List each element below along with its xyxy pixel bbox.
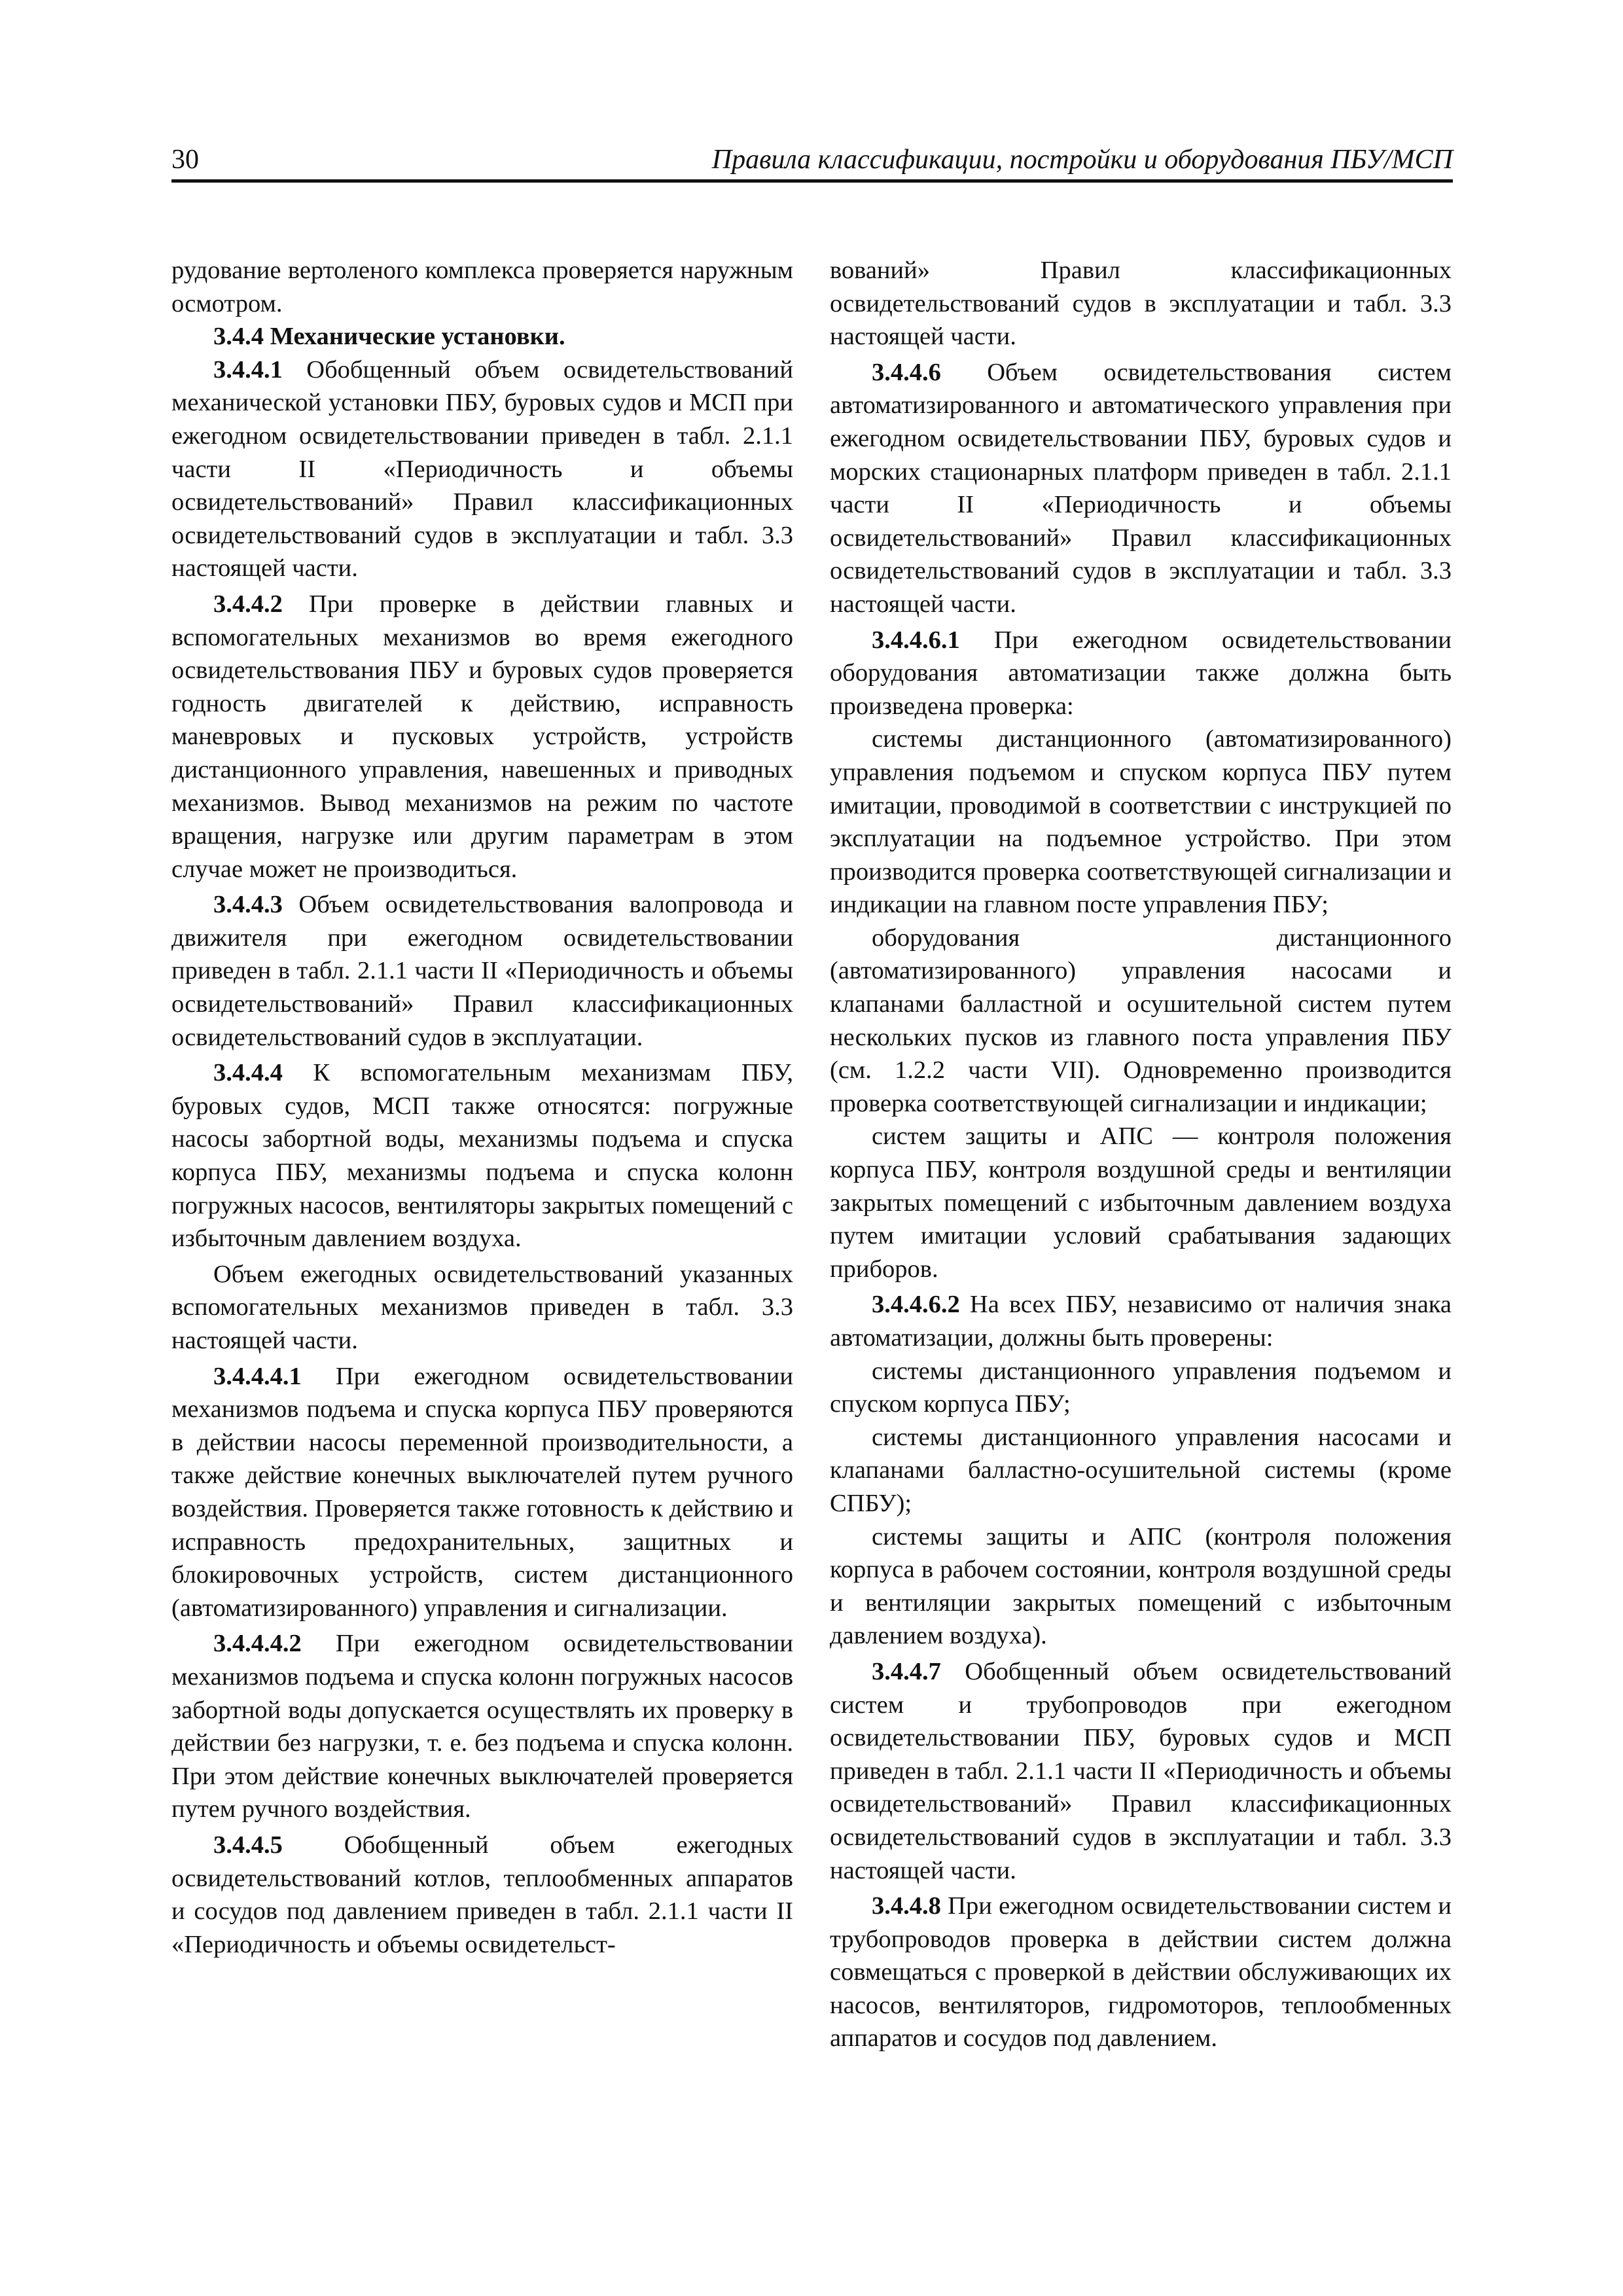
list-item: систем защиты и АПС — контроля положения корпуса ПБУ, контроля воздушной среды и вентиляции закрытых помещений с избыточным давлением воздуха путем имитации условий срабатывания задающих приборов. xyxy=(830,1122,1452,1283)
clause-number: 3.4.4.5 xyxy=(213,1831,283,1859)
clause-number: 3.4.4.6 xyxy=(872,358,941,386)
paragraph-3-4-4-7: 3.4.4.7 Обобщенный объем освидетельствований систем и трубопроводов при ежегодном освидетельствовании ПБУ, буровых судов и МСП приведен в табл. 2.1.1 части II «Периодичность и объемы освидетельствований» Правил классификационных освидетельствований судов в эксплуатации и табл. 3.3 настоящей части. xyxy=(830,1657,1452,1884)
page-header xyxy=(171,143,1453,183)
paragraph-3-4-4-6: 3.4.4.6 Объем освидетельствования систем автоматизированного и автоматического управления при ежегодном освидетельствовании ПБУ, буровых судов и морских стационарных платформ приведен в табл. 2.1.1 части II «Периодичность и объемы освидетельствований» Правил классификационных освидетельствований судов в эксплуатации и табл. 3.3 настоящей части. xyxy=(830,358,1452,618)
clause-number: 3.4.4.4.1 xyxy=(213,1362,302,1390)
paragraph-3-4-4-1: 3.4.4.1 Обобщенный объем освидетельствований механической установки ПБУ, буровых судов и МСП при ежегодном освидетельствовании приведен в табл. 2.1.1 части II «Периодичность и объемы освидетельствований» Правил классификационных освидетельствований судов в эксплуатации и табл. 3.3 настоящей части. xyxy=(171,355,794,583)
clause-number: 3.4.4.6.2 xyxy=(872,1291,960,1319)
paragraph-3-4-4-5: 3.4.4.5 Обобщенный объем ежегодных освидетельствований котлов, теплообменных аппаратов и сосудов под давлением приведен в табл. 2.1.1 части II «Периодичность и объемы освидетельст- xyxy=(171,1831,794,1958)
list-item: системы дистанционного (автоматизированного) управления подъемом и спуском корпуса ПБУ путем имитации, проводимой в соответствии с инструкцией по эксплуатации на подъемное устройство. При этом производится проверка соответствующей сигнализации и индикации на главном посте управления ПБУ; xyxy=(830,725,1452,919)
running-title: Правила классификации, постройки и оборудования ПБУ/МСП xyxy=(711,145,1453,175)
paragraph-3-4-4-6-2: 3.4.4.6.2 На всех ПБУ, независимо от наличия знака автоматизации, должны быть проверены: xyxy=(830,1291,1452,1352)
paragraph: рудование вертоленого комплекса проверяется наружным осмотром. xyxy=(171,257,793,317)
page-number: 30 xyxy=(171,145,199,175)
list-item: оборудования дистанционного (автоматизированного) управления насосами и клапанами балластной и осушительной систем путем нескольких пусков из главного поста управления ПБУ (см. 1.2.2 части VII). Одновременно производится проверка соответствующей сигнализации и индикации; xyxy=(830,924,1452,1117)
paragraph-3-4-4-8: 3.4.4.8 При ежегодном освидетельствовании систем и трубопроводов проверка в действии систем должна совмещаться с проверкой в действии обслуживающих их насосов, вентиляторов, гидромоторов, теплообменных аппаратов и сосудов под давлением. xyxy=(830,1892,1452,2053)
list-item: системы защиты и АПС (контроля положения корпуса в рабочем состоянии, контроля воздушной среды и вентиляции закрытых помещений с избыточным давлением воздуха). xyxy=(830,1522,1452,1650)
list-item: системы дистанционного управления подъемом и спуском корпуса ПБУ; xyxy=(830,1357,1452,1418)
right-column xyxy=(830,254,1452,2055)
clause-number: 3.4.4.1 xyxy=(213,355,283,384)
paragraph-3-4-4-2: 3.4.4.2 При проверке в действии главных и вспомогательных механизмов во время ежегодного освидетельствования ПБУ и буровых судов проверяется годность двигателей к действию, исправность маневровых и пусковых устройств, устройств дистанционного управления, навешенных и приводных механизмов. Вывод механизмов на режим по частоте вращения, нагрузке или другим параметрам в этом случае может не производиться. xyxy=(171,590,793,883)
left-column xyxy=(171,254,793,1961)
clause-number: 3.4.4.4.2 xyxy=(213,1630,302,1658)
section-heading: 3.4.4 Механические установки. xyxy=(213,323,565,351)
clause-number: 3.4.4.7 xyxy=(872,1657,941,1685)
paragraph-3-4-4-4-2: 3.4.4.4.2 При ежегодном освидетельствовании механизмов подъема и спуска колонн погружных насосов забортной воды допускается осуществлять их проверку в действии без нагрузки, т. е. без подъема и спуска колонн. При этом действие конечных выключателей проверяется путем ручного воздействия. xyxy=(171,1630,793,1823)
paragraph-3-4-4-6-1: 3.4.4.6.1 При ежегодном освидетельствовании оборудования автоматизации также должна быть произведена проверка: xyxy=(830,626,1452,720)
clause-number: 3.4.4.8 xyxy=(872,1892,941,1920)
paragraph-3-4-4-3: 3.4.4.3 Объем освидетельствования валопровода и движителя при ежегодном освидетельствовании приведен в табл. 2.1.1 части II «Периодичность и объемы освидетельствований» Правил классификационных освидетельствований судов в эксплуатации. xyxy=(171,891,794,1051)
clause-number: 3.4.4.6.1 xyxy=(872,626,960,654)
paragraph-3-4-4-4: 3.4.4.4 К вспомогательным механизмам ПБУ, буровых судов, МСП также относятся: погружные насосы забортной воды, механизмы подъема и спуска корпуса ПБУ, механизмы подъема и спуска колонн погружных насосов, вентиляторы закрытых помещений с избыточным давлением воздуха. xyxy=(171,1059,794,1253)
paragraph: вований» Правил классификационных освидетельствований судов в эксплуатации и табл. 3.3 настоящей части. xyxy=(830,257,1452,351)
clause-number: 3.4.4.2 xyxy=(213,590,283,618)
list-item: системы дистанционного управления насосами и клапанами балластно-осушительной системы (кроме СПБУ); xyxy=(830,1423,1452,1517)
paragraph-3-4-4-4-1: 3.4.4.4.1 При ежегодном освидетельствовании механизмов подъема и спуска корпуса ПБУ проверяются в действии насосы переменной производительности, а также действие конечных выключателей путем ручного воздействия. Проверяется также готовность к действию и исправность предохранительных, защитных и блокировочных устройств, систем дистанционного (автоматизированного) управления и сигнализации. xyxy=(171,1362,793,1622)
paragraph: Объем ежегодных освидетельствований указанных вспомогательных механизмов приведен в табл. 3.3 настоящей части. xyxy=(171,1260,793,1354)
clause-number: 3.4.4.4 xyxy=(213,1059,283,1087)
clause-number: 3.4.4.3 xyxy=(213,891,283,919)
